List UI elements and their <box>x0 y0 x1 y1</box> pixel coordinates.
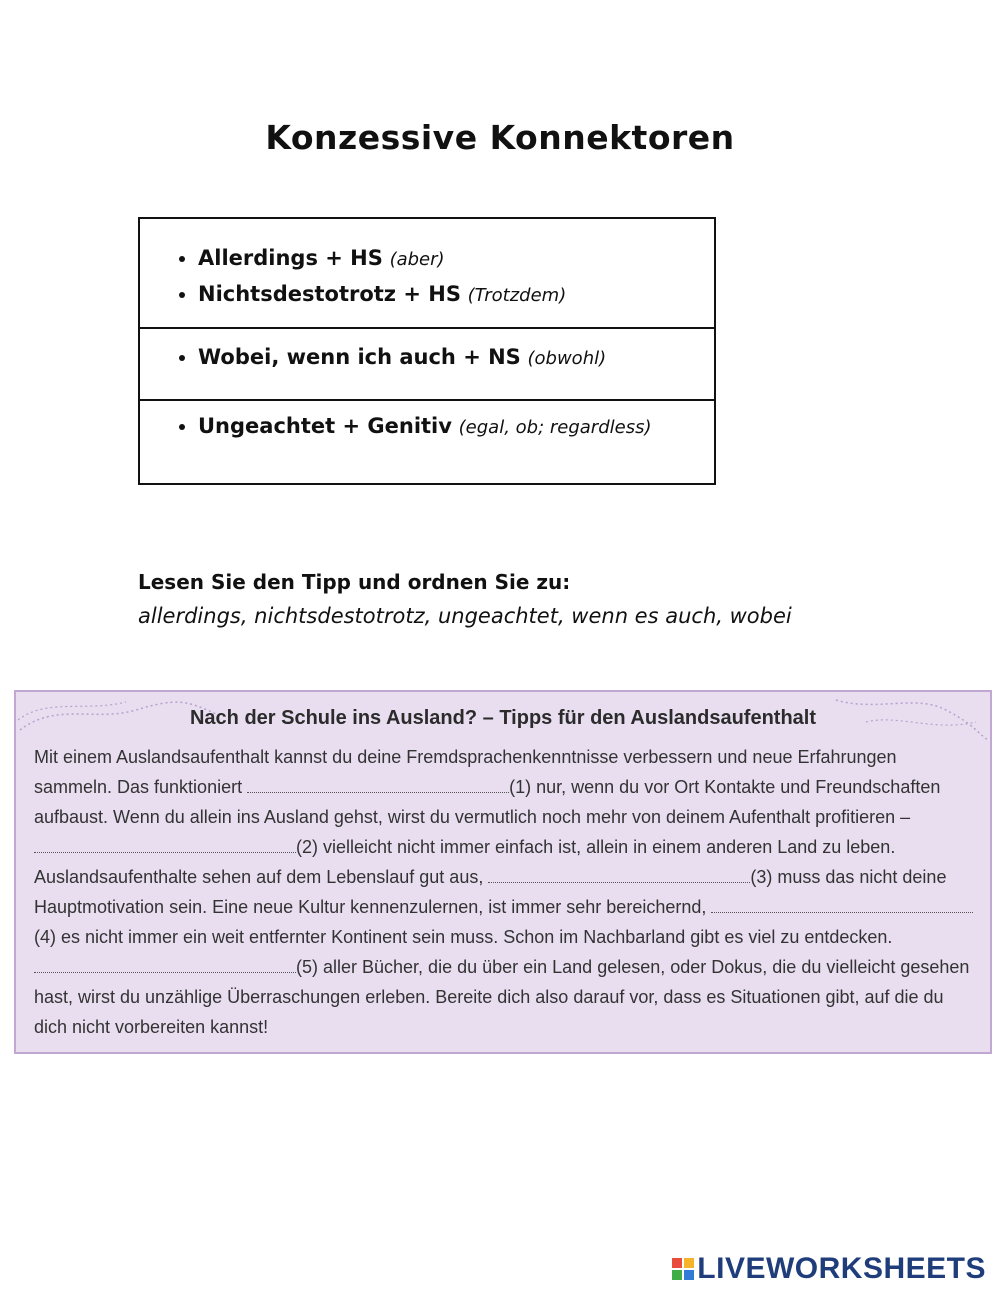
table-divider <box>140 399 714 401</box>
rule-note: (aber) <box>389 249 445 270</box>
word-bank: allerdings, nichtsdestotrotz, ungeachtet, wenn es auch, wobei <box>138 604 792 628</box>
logo-grid-icon <box>672 1258 694 1280</box>
answer-gap-4[interactable] <box>711 894 973 913</box>
rule-item <box>198 241 714 277</box>
rules-row-3 <box>140 409 714 445</box>
answer-gap-1[interactable] <box>247 774 509 793</box>
answer-gap-2[interactable] <box>34 834 296 853</box>
rules-table <box>138 217 716 485</box>
rule-connector: Allerdings + HS <box>198 246 383 270</box>
rule-connector: Wobei, wenn ich auch + NS <box>198 345 521 369</box>
logo-text: LIVEWORKSHEETS <box>697 1252 986 1285</box>
text-panel-body <box>34 742 979 1042</box>
text-segment: (5) aller Bücher, die du über ein Land gelesen, oder Dokus, die du vielleicht gesehen hast, wirst du unzählige Überraschungen erleben. Bereite dich also darauf vor, dass es Situationen gibt, auf die du dich nicht vorbereiten kannst! <box>34 957 970 1037</box>
rule-item <box>198 409 714 445</box>
rules-row-2 <box>140 340 714 376</box>
answer-gap-5[interactable] <box>34 954 296 973</box>
table-divider <box>140 327 714 329</box>
text-segment: (4) es nicht immer ein weit entfernter Kontinent sein muss. Schon im Nachbarland gibt es viel zu entdecken. <box>34 927 893 947</box>
rule-note: (Trotzdem) <box>467 285 567 306</box>
text-segment: (1) nur, wenn du vor Ort Kontakte und Freundschaften aufbaust. Wenn du allein ins Ausland gehst, wirst du vermutlich noch mehr von deinem Aufenthalt profitieren – <box>34 777 941 827</box>
liveworksheets-logo <box>672 1254 986 1284</box>
rule-item <box>198 340 714 376</box>
page-title: Konzessive Konnektoren <box>265 118 735 157</box>
rule-note: (obwohl) <box>527 348 607 369</box>
text-panel-title: Nach der Schule ins Ausland? – Tipps für den Auslandsaufenthalt <box>189 707 817 729</box>
rule-connector: Nichtsdestotrotz + HS <box>198 282 461 306</box>
text-segment: (2) vielleicht nicht immer einfach ist, allein in einem anderen Land zu leben. Auslandsaufenthalte sehen auf dem Lebenslauf gut aus, <box>34 837 896 887</box>
answer-gap-3[interactable] <box>488 864 750 883</box>
rule-note: (egal, ob; regardless) <box>458 417 652 438</box>
text-segment: Mit einem Auslandsaufenthalt kannst du deine Fremdsprachenkenntnisse verbessern und neue Erfahrungen sammeln. Das funktioniert <box>34 747 897 797</box>
rules-row-1 <box>140 241 714 313</box>
rule-connector: Ungeachtet + Genitiv <box>198 414 452 438</box>
text-segment: (3) muss das nicht deine Hauptmotivation sein. Eine neue Kultur kennenzulernen, ist immer sehr bereichernd, <box>34 867 947 917</box>
instruction-title: Lesen Sie den Tipp und ordnen Sie zu: <box>138 570 571 594</box>
rule-item <box>198 277 714 313</box>
text-panel <box>14 690 992 1054</box>
